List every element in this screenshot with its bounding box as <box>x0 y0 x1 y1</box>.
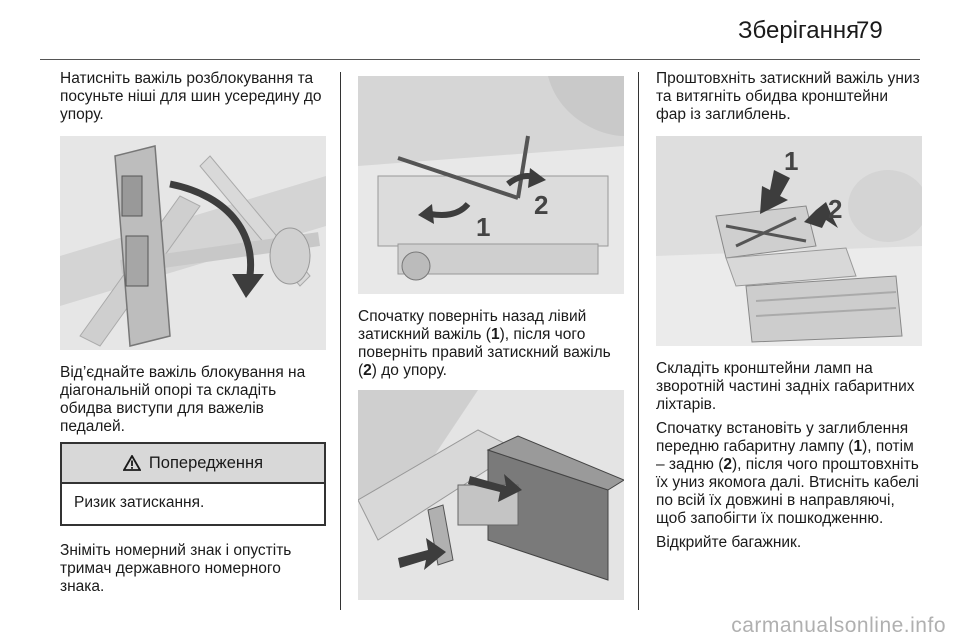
page-number: 79 <box>856 17 883 44</box>
warning-title: Попередження <box>148 453 264 472</box>
watermark: carmanualsonline.info <box>731 614 946 637</box>
warning-body: Ризик затискання. <box>74 494 205 511</box>
illustration-pedal-lever <box>60 136 326 350</box>
column-1 <box>60 70 326 602</box>
plate-holder-drawing <box>358 390 624 600</box>
instruction-text: Складіть кронштейни ламп на зворотній частині задніх габаритних ліхтарів. <box>656 360 915 413</box>
illustration-clamp-levers <box>358 76 624 294</box>
step-ref: 2 <box>723 456 732 473</box>
instruction-text: Відкрийте багажник. <box>656 534 802 551</box>
illustration-lamp-brackets <box>656 136 922 346</box>
warning-header <box>62 444 324 484</box>
page-title: Зберігання <box>738 17 860 44</box>
instruction-text: Спочатку встановіть у заглиблення передню габаритну лампу (1), потім – задню (2), після чого проштовхніть їх униз якомога далі. Втисніть кабелі по всій їх довжині в направляючі, щоб запобігти їх пошкодженню. <box>656 420 919 527</box>
column-divider <box>340 72 341 610</box>
callout-number: 1 <box>476 212 491 242</box>
warning-triangle-icon <box>123 455 141 471</box>
illustration-plate-holder <box>358 390 624 600</box>
callout-number: 2 <box>828 194 843 224</box>
instruction-text: Спочатку поверніть назад лівий затискний важіль (1), після чого поверніть правий затискний важіль (2) до упору. <box>358 308 611 379</box>
instruction-text: Зніміть номерний знак і опустіть тримач державного номерного знака. <box>60 542 292 595</box>
column-2 <box>358 70 624 600</box>
warning-box <box>60 442 326 526</box>
lamp-brackets-drawing <box>656 136 922 346</box>
instruction-text: Проштовхніть затискний важіль униз та витягніть обидва кронштейни фар із заглиблень. <box>656 70 920 123</box>
callout-number: 2 <box>534 190 549 220</box>
column-divider <box>638 72 639 610</box>
instruction-text: Натисніть важіль розблокування та посуньте ніші для шин усередину до упору. <box>60 70 322 123</box>
column-3 <box>656 70 922 558</box>
step-ref: 1 <box>853 438 863 455</box>
pedal-lever-drawing <box>60 136 326 350</box>
step-ref: 2 <box>363 362 372 379</box>
step-ref: 1 <box>490 326 500 343</box>
instruction-text: Від’єднайте важіль блокування на діагональній опорі та складіть обидва виступи для важелів педалей. <box>60 364 306 435</box>
callout-number: 1 <box>784 146 799 176</box>
clamp-levers-drawing <box>358 76 624 294</box>
